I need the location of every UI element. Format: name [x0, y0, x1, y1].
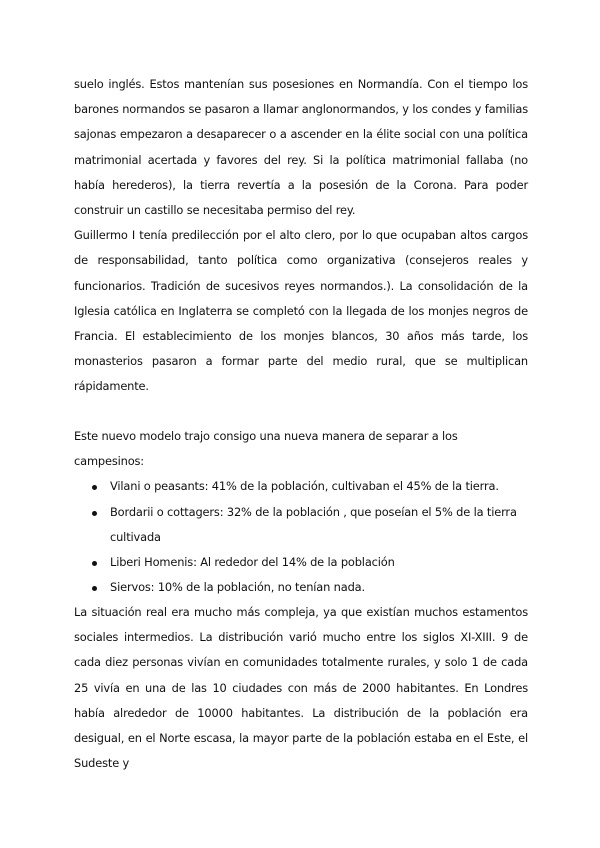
text-block-2 [74, 424, 528, 600]
list-item-text: Vilani o peasants: 41% de la población, cultivaban el 45% de la tierra. [110, 479, 499, 494]
list-item [74, 500, 528, 550]
list-item [74, 550, 528, 575]
list-item-text: Liberi Homenis: Al rededor del 14% de la población [110, 555, 395, 570]
list-item [74, 575, 528, 600]
list-item [74, 474, 528, 499]
paragraph-clergy: Guillermo I tenía predilección por el alto clero, por lo que ocupaban altos cargos de responsabilidad, tanto política como organizativa (consejeros reales y funcionarios. Tradición de sucesivos reyes normandos.). La consolidación de la Iglesia católica en Inglaterra se completó con la llegada de los monjes negros de Francia. El establecimiento de los monjes blancos, 30 años más tarde, los monasterios pasaron a formar parte del medio rural, que se multiplican rápidamente. [74, 228, 528, 394]
list-item-text: Bordarii o cottagers: 32% de la población , que poseían el 5% de la tierra cultivada [110, 504, 517, 544]
paragraph-normandy-barons: suelo inglés. Estos mantenían sus posesiones en Normandía. Con el tiempo los barones normandos se pasaron a llamar anglonormandos, y los condes y familias sajonas empezaron a desaparecer o a ascender en la élite social con una política matrimonial acertada y favores del rey. Si la política matrimonial fallaba (no había herederos), la tierra revertía a la posesión de la Corona. Para poder construir un castillo se necesitaba permiso del rey. [74, 77, 528, 218]
peasant-classes-list [74, 474, 528, 600]
bullet-icon [92, 485, 97, 490]
bullet-icon [92, 561, 97, 566]
list-item-text: Siervos: 10% de la población, no tenían nada. [110, 580, 365, 595]
paragraph-peasants-intro: Este nuevo modelo trajo consigo una nueva manera de separar a los campesinos: [74, 429, 458, 469]
text-block-1 [74, 72, 528, 400]
bullet-icon [92, 511, 97, 516]
paragraph-social-situation: La situación real era mucho más compleja, ya que existían muchos estamentos sociales intermedios. La distribución varió mucho entre los siglos XI-XIII. 9 de cada diez personas vivían en comunidades totalmente rurales, y solo 1 de cada 25 vivía en una de las 10 ciudades con más de 2000 habitantes. En Londres había alrededor de 10000 habitantes. La distribución de la población era desigual, en el Norte escasa, la mayor parte de la población estaba en el Este, el Sudeste y [74, 605, 528, 771]
bullet-icon [92, 586, 97, 591]
text-block-3 [74, 600, 528, 776]
